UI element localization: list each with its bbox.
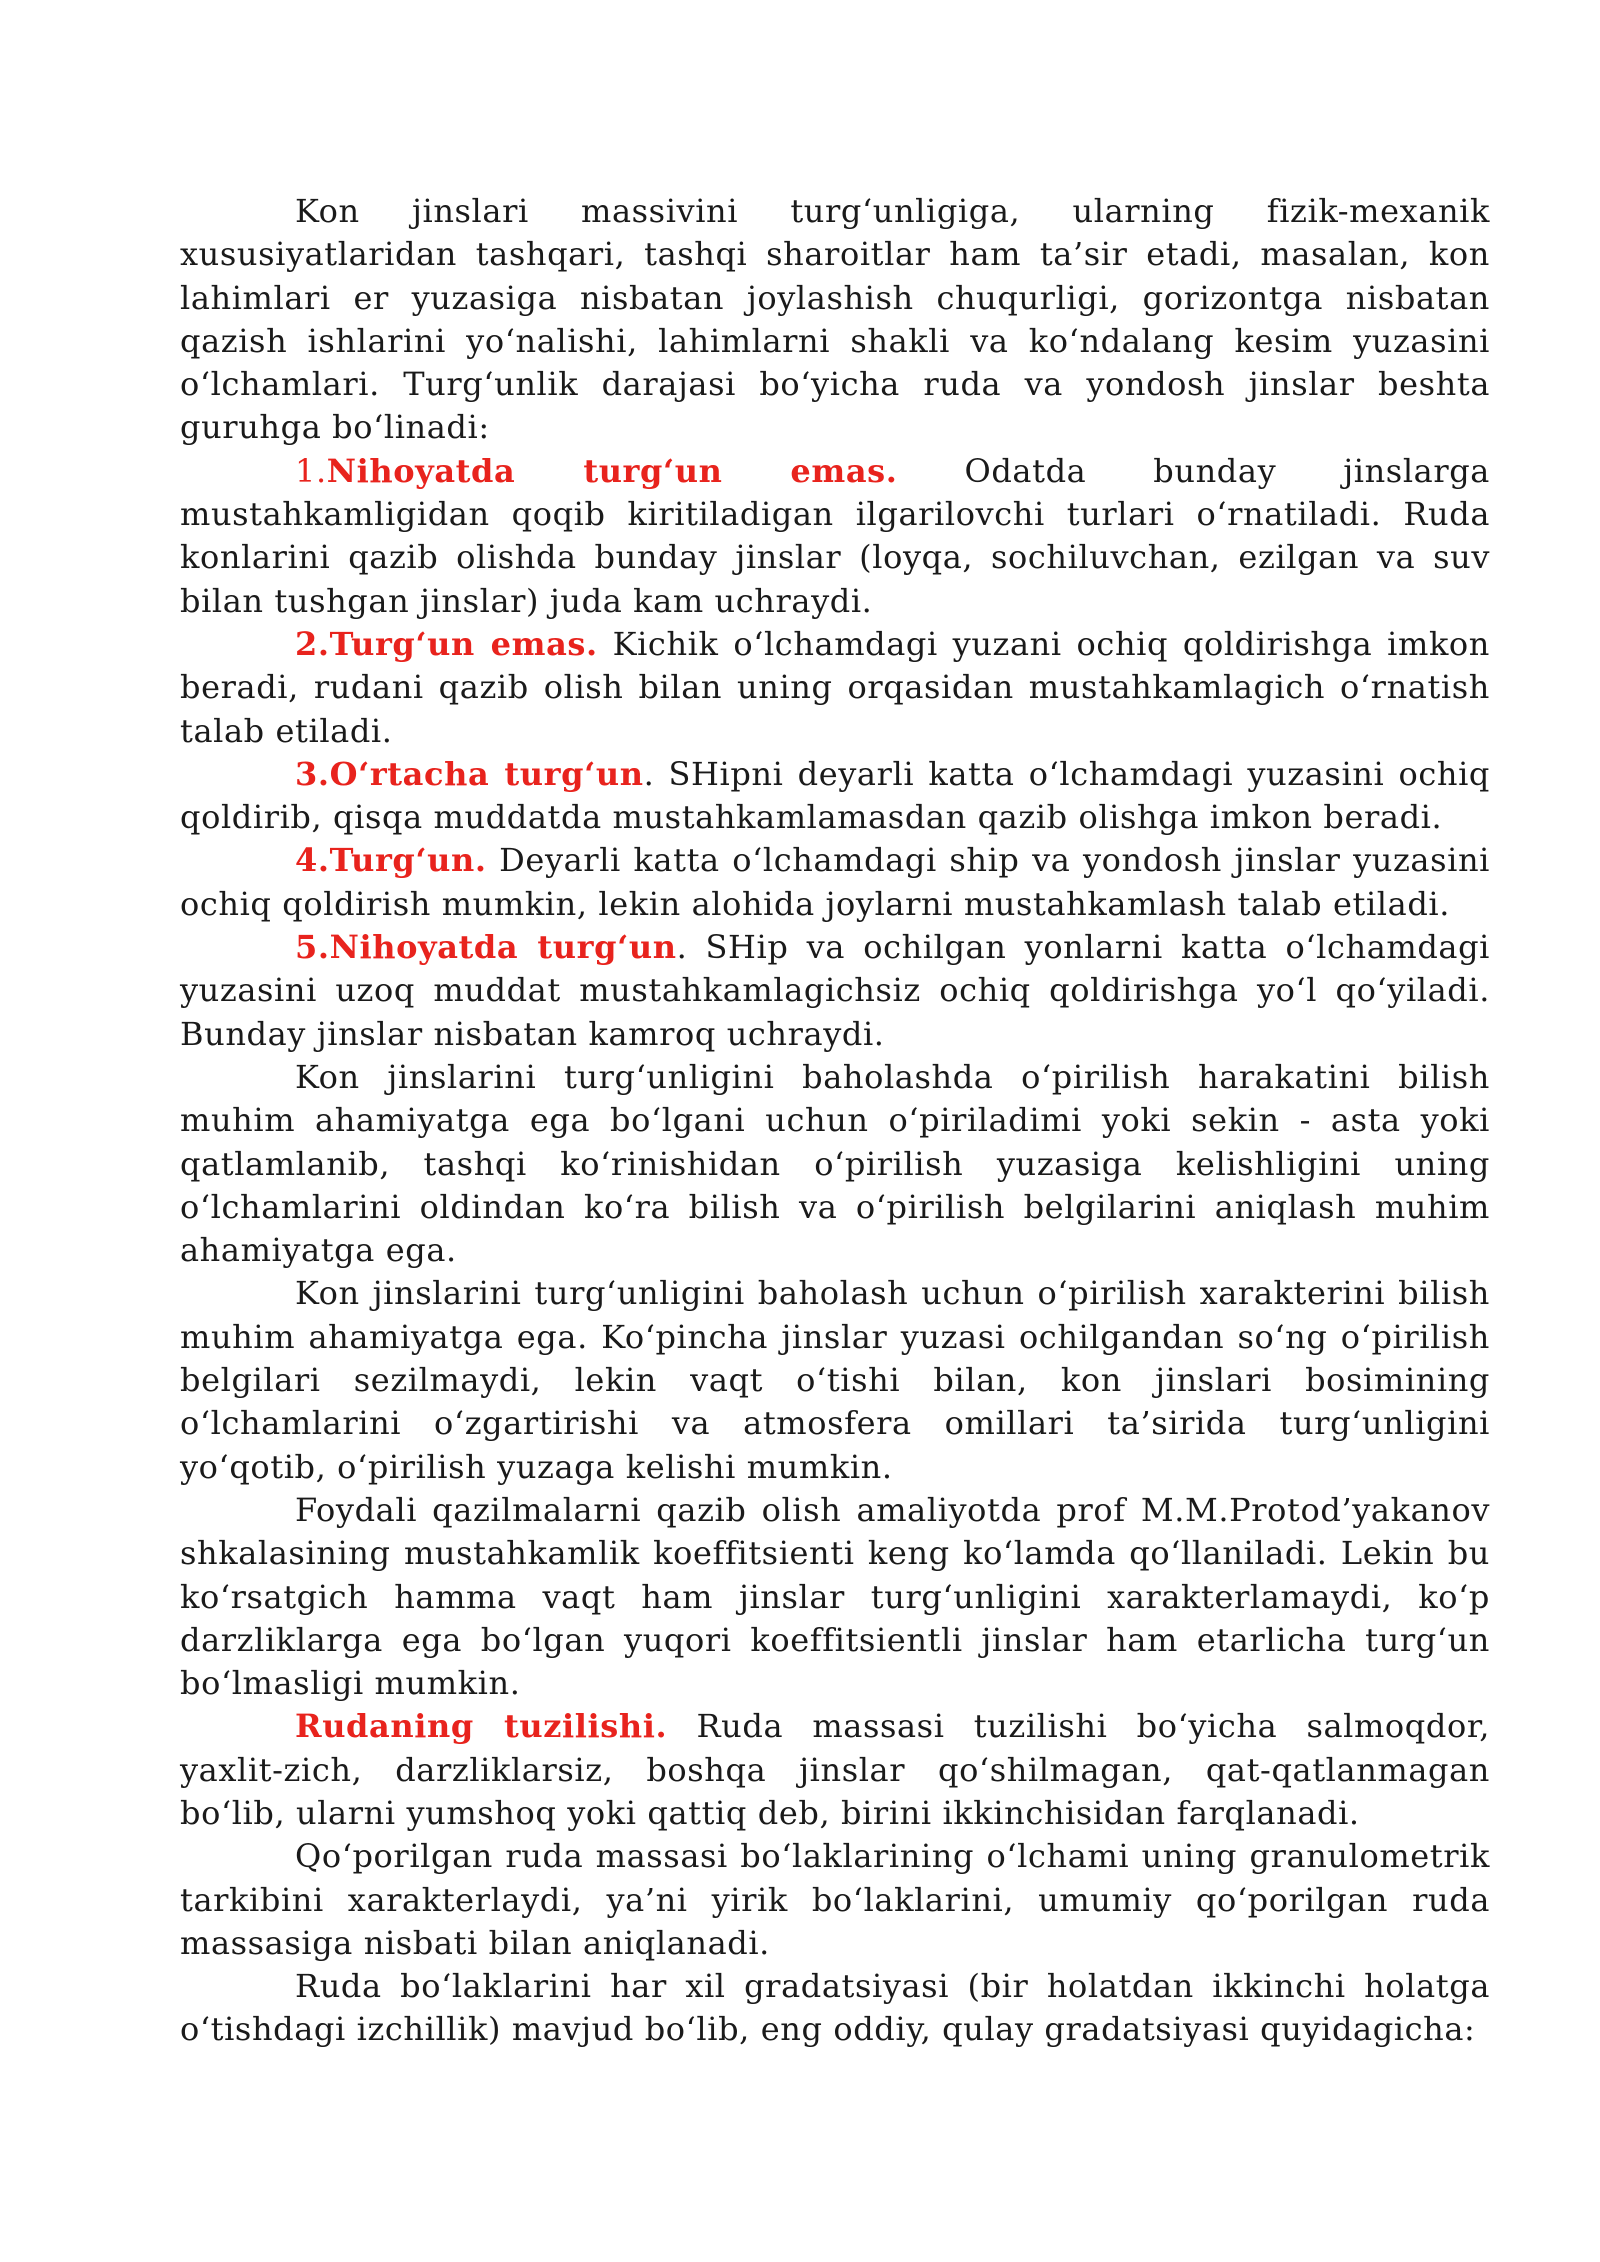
paragraph-text: Qo‘porilgan ruda massasi bo‘laklarining o‘lchami uning granulometrik tarkibini xarakterlaydi, ya’ni yirik bo‘laklarini, umumiy qo‘porilgan ruda massasiga nisbati bilan aniqlanadi. [180,1837,1490,1962]
section-heading: Rudaning tuzilishi. [295,1707,668,1746]
group-heading: 5.Nihoyatda turg‘un [295,928,677,967]
group-heading: 3.O‘rtacha turg‘un [295,754,644,793]
group-heading: Nihoyatda turg‘un emas. [326,451,898,490]
paragraph-text: Kon jinslarini turg‘unligini baholashda o‘pirilish harakatini bilish muhim ahamiyatga ega bo‘lgani uchun o‘piriladimi yoki sekin - asta yoki qatlamlanib, tashqi ko‘rinishidan o‘pirilish yuzasiga kelishligini uning o‘lchamlarini oldindan ko‘ra bilish va o‘pirilish belgilarini aniqlash muhim ahamiyatga ega. [180,1057,1490,1270]
paragraph-text: Foydali qazilmalarni qazib olish amaliyotda prof M.M.Protod’yakanov shkalasining mustahkamlik koeffitsienti keng ko‘lamda qo‘llaniladi. Lekin bu ko‘rsatgich hamma vaqt ham jinslar turg‘unligini xarakterlamaydi, ko‘p darzliklarga ega bo‘lgan yuqori koeffitsientli jinslar ham etarlicha turg‘un bo‘lmasligi mumkin. [180,1490,1490,1703]
paragraph-text: Kon jinslarini turg‘unligini baholash uchun o‘pirilish xarakterini bilish muhim ahamiyatga ega. Ko‘pincha jinslar yuzasi ochilgandan so‘ng o‘pirilish belgilari sezilmaydi, lekin vaqt o‘tishi bilan, kon jinslari bosimining o‘lchamlarini o‘zgartirishi va atmosfera omillari ta’sirida turg‘unligini yo‘qotib, o‘pirilish yuzaga kelishi mumkin. [180,1274,1490,1486]
paragraph-group-1 [180,450,1490,623]
group-number: 1. [295,451,327,490]
paragraph-group-2 [180,623,1490,753]
paragraph-text: . SHipni deyarli katta o‘lchamdagi yuzasini ochiq qoldirib, qisqa muddatda mustahkamlamasdan qazib olishga imkon beradi. [180,754,1490,837]
paragraph-text: Ruda massasi tuzilishi bo‘yicha salmoqdor, yaxlit-zich, darzliklarsiz, boshqa jinslar qo‘shilmagan, qat-qatlanmagan bo‘lib, ularni yumshoq yoki qattiq deb, birini ikkinchisidan farqlanadi. [180,1707,1490,1832]
document-page [180,190,1490,2052]
paragraph-ore-structure [180,1705,1490,1835]
paragraph-text: Deyarli katta o‘lchamdagi ship va yondosh jinslar yuzasini ochiq qoldirish mumkin, lekin alohida joylarni mustahkamlash talab etiladi. [180,841,1490,923]
paragraph-collapse-assessment [180,1056,1490,1272]
paragraph-group-3 [180,753,1490,840]
paragraph-text: Ruda bo‘laklarini har xil gradatsiyasi (bir holatdan ikkinchi holatga o‘tishdagi izchillik) mavjud bo‘lib, eng oddiy, qulay gradatsiyasi quyidagicha: [180,1967,1490,2049]
group-heading: 4.Turg‘un. [295,841,487,880]
paragraph-gradation [180,1965,1490,2052]
paragraph-group-5 [180,926,1490,1056]
paragraph-text: . SHip va ochilgan yonlarni katta o‘lchamdagi yuzasini uzoq muddat mustahkamlagichsiz ochiq qoldirishga yo‘l qo‘yiladi. Bunday jinslar nisbatan kamroq uchraydi. [180,928,1491,1053]
paragraph-group-4 [180,839,1490,926]
paragraph-text: Odatda bunday jinslarga mustahkamligidan qoqib kiritiladigan ilgarilovchi turlari o‘rnatiladi. Ruda konlarini qazib olishda bunday jinslar (loyqa, sochiluvchan, ezilgan va suv bilan tushgan jinslar) juda kam uchraydi. [180,451,1490,620]
paragraph-granulometry [180,1835,1490,1965]
paragraph-stability-intro [180,190,1490,450]
paragraph-text: Kon jinslari massivini turg‘unligiga, ularning fizik-mexanik xususiyatlaridan tashqari, tashqi sharoitlar ham ta’sir etadi, masalan, kon lahimlari er yuzasiga nisbatan joylashish chuqurligi, gorizontga nisbatan qazish ishlarini yo‘nalishi, lahimlarni shakli va ko‘ndalang kesim yuzasini o‘lchamlari. Turg‘unlik darajasi bo‘yicha ruda va yondosh jinslar beshta guruhga bo‘linadi: [180,192,1490,447]
paragraph-text: Kichik o‘lchamdagi yuzani ochiq qoldirishga imkon beradi, rudani qazib olish bilan uning orqasidan mustahkamlagich o‘rnatish talab etiladi. [180,624,1491,750]
group-heading: 2.Turg‘un emas. [295,624,598,663]
paragraph-collapse-character [180,1272,1490,1488]
paragraph-protodyakonov-scale [180,1489,1490,1705]
